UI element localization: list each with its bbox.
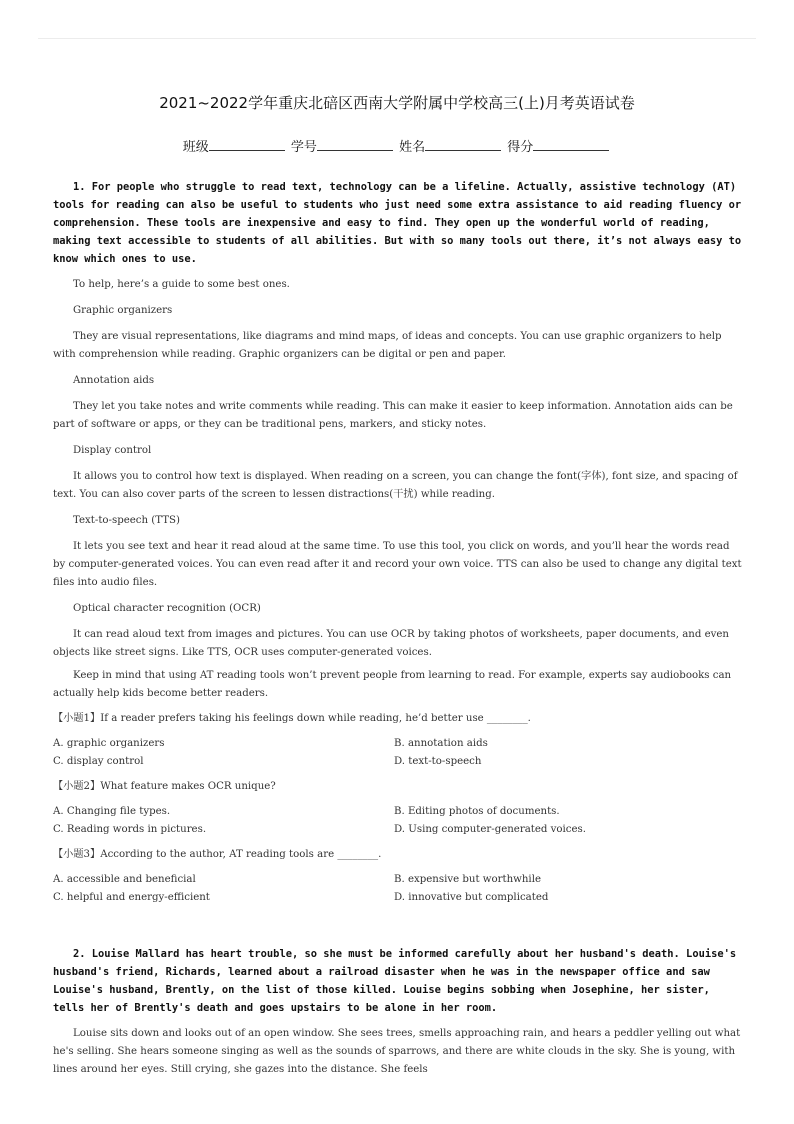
name-label: 姓名	[399, 140, 426, 155]
passage-1-intro: 1. For people who struggle to read text, technology can be a lifeline. Actually, assistive technology (AT) tools for reading can also be useful to students who just need some extra assistance to aid reading fluency or comprehension. These tools are inexpensive and easy to find. They open up the wonderful world of reading, making text accessible to students of all abilities. But with so many tools out there, it’s not always easy to know which ones to use.	[53, 181, 742, 265]
student-info-line	[0, 136, 794, 155]
paragraph-annotation-aids: They let you take notes and write comments while reading. This can make it easier to keep information. Annotation aids can be part of software or apps, or they can be traditional pens, markers, and sticky notes.	[53, 401, 733, 430]
name-blank[interactable]	[425, 138, 501, 151]
question-1-stem: 【小题1】If a reader prefers taking his feelings down while reading, he’d better use ________.	[53, 713, 531, 724]
score-label: 得分	[507, 140, 534, 155]
question-3-option-b[interactable]: B. expensive but worthwhile	[394, 874, 541, 885]
question-3-options	[53, 871, 743, 907]
paragraph-conclusion: Keep in mind that using AT reading tools won’t prevent people from learning to read. For example, experts say audiobooks can actually help kids become better readers.	[53, 670, 732, 699]
heading-annotation-aids: Annotation aids	[73, 375, 155, 386]
paragraph-display-control: It allows you to control how text is displayed. When reading on a screen, you can change the font(字体), font size, and spacing of text. You can also cover parts of the screen to lessen distractions(干扰) while reading.	[53, 471, 738, 500]
exam-title: 2021~2022学年重庆北碚区西南大学附属中学校高三(上)月考英语试卷	[159, 94, 635, 112]
passage-1-guide: To help, here’s a guide to some best ones.	[73, 279, 290, 290]
score-blank[interactable]	[533, 138, 609, 151]
number-blank[interactable]	[317, 138, 393, 151]
passage-2	[53, 945, 743, 1079]
heading-display-control: Display control	[73, 445, 152, 456]
class-blank[interactable]	[209, 138, 285, 151]
header-divider	[38, 38, 756, 39]
number-label: 学号	[290, 140, 317, 155]
question-2-stem: 【小题2】What feature makes OCR unique?	[53, 781, 276, 792]
question-3-option-a[interactable]: A. accessible and beneficial	[53, 874, 196, 885]
question-3-option-d[interactable]: D. innovative but complicated	[394, 892, 549, 903]
class-label: 班级	[182, 140, 209, 155]
question-2-options	[53, 803, 743, 839]
question-2-option-c[interactable]: C. Reading words in pictures.	[53, 824, 207, 835]
heading-ocr: Optical character recognition (OCR)	[73, 603, 261, 614]
heading-text-to-speech: Text-to-speech (TTS)	[73, 515, 181, 526]
question-1-option-c[interactable]: C. display control	[53, 756, 144, 767]
question-1-option-a[interactable]: A. graphic organizers	[53, 738, 165, 749]
question-2-option-d[interactable]: D. Using computer-generated voices.	[394, 824, 587, 835]
paragraph-text-to-speech: It lets you see text and hear it read aloud at the same time. To use this tool, you click on words, and you’ll hear the words read by computer-generated voices. You can even read after it and record your own voice. TTS can also be used to change any digital text files into audio files.	[53, 541, 742, 588]
question-2-option-b[interactable]: B. Editing photos of documents.	[394, 806, 560, 817]
question-1-option-b[interactable]: B. annotation aids	[394, 738, 488, 749]
question-1-options	[53, 735, 743, 771]
question-3-stem: 【小题3】According to the author, AT reading tools are ________.	[53, 849, 382, 860]
question-2-option-a[interactable]: A. Changing file types.	[53, 806, 171, 817]
question-3-option-c[interactable]: C. helpful and energy-efficient	[53, 892, 210, 903]
question-1-option-d[interactable]: D. text-to-speech	[394, 756, 482, 767]
paragraph-ocr: It can read aloud text from images and pictures. You can use OCR by taking photos of worksheets, paper documents, and even objects like street signs. Like TTS, OCR uses computer-generated voices.	[53, 629, 729, 658]
paragraph-graphic-organizers: They are visual representations, like diagrams and mind maps, of ideas and concepts. You can use graphic organizers to help with comprehension while reading. Graphic organizers can be digital or pen and paper.	[53, 331, 722, 360]
passage-2-intro: 2. Louise Mallard has heart trouble, so she must be informed carefully about her husband's death. Louise's husband's friend, Richards, learned about a railroad disaster when he was in the newspaper office and saw Louise's husband, Brently, on the list of those killed. Louise begins sobbing when Josephine, her sister, tells her of Brently's death and goes upstairs to be alone in her room.	[53, 948, 737, 1014]
passage-2-paragraph-1: Louise sits down and looks out of an open window. She sees trees, smells approaching rain, and hears a peddler yelling out what he's selling. She hears someone singing as well as the sounds of sparrows, and there are white clouds in the sky. She is young, with lines around her eyes. Still crying, she gazes into the distance. She feels	[53, 1028, 741, 1075]
heading-graphic-organizers: Graphic organizers	[73, 305, 173, 316]
passage-1	[53, 178, 743, 907]
